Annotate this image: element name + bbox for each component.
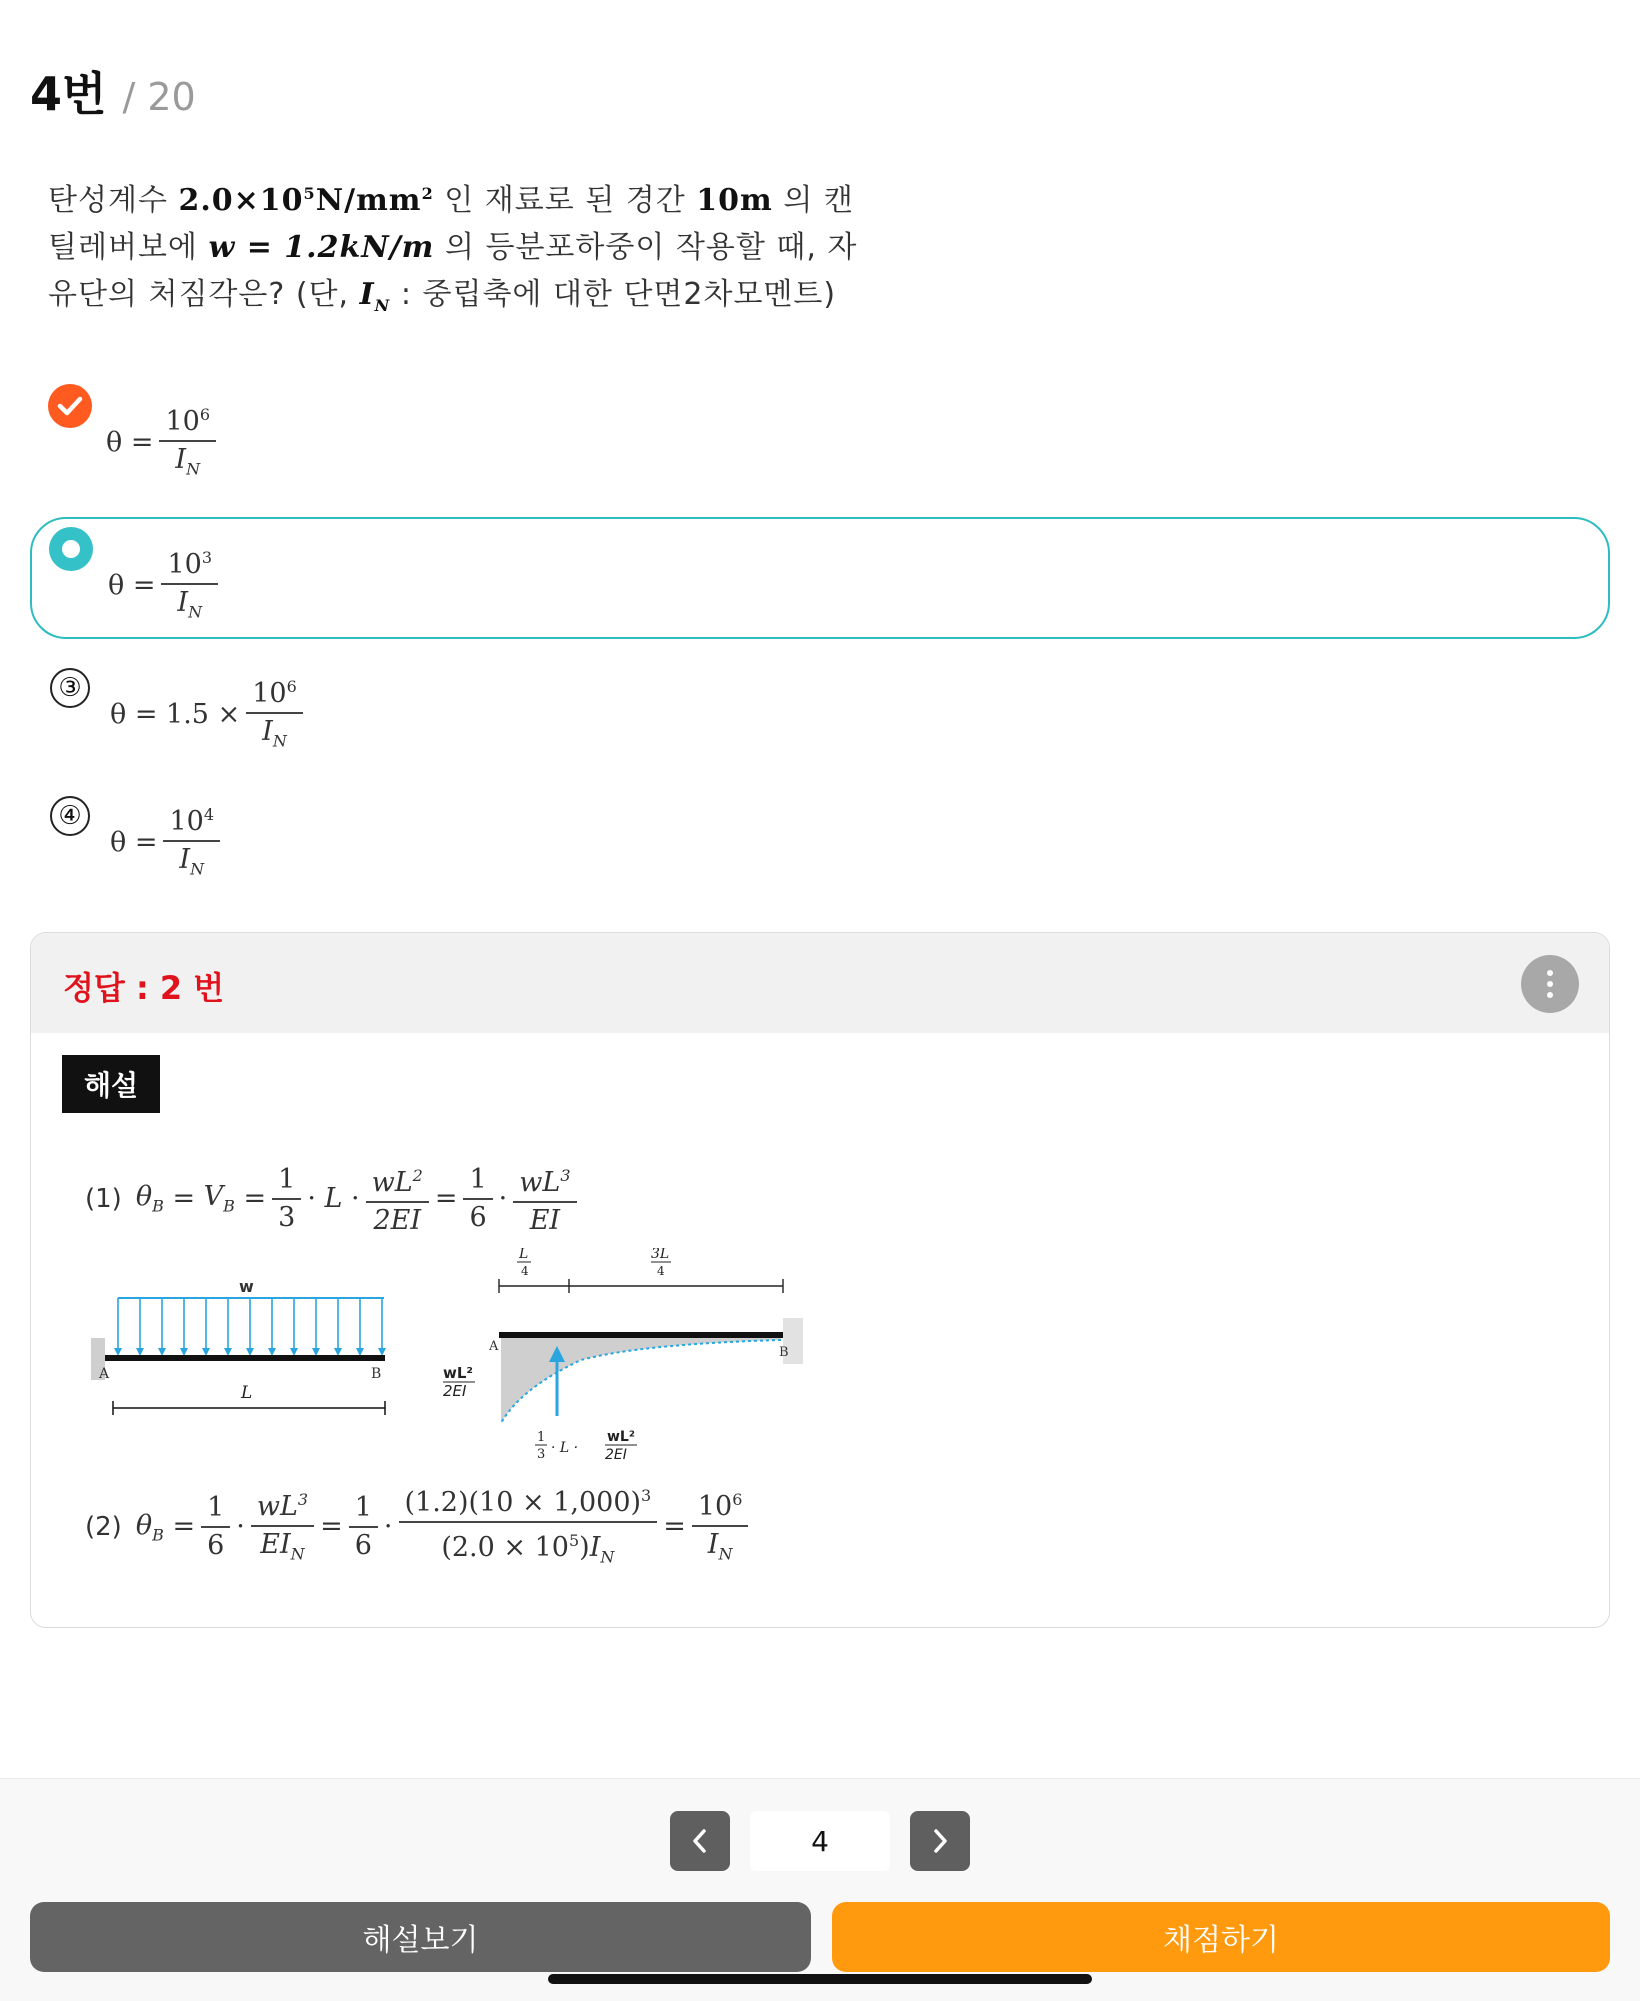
load-arrows	[118, 1298, 382, 1352]
choice-1-formula: θ = $\frac{10^6}{I_N}$	[106, 400, 222, 484]
moment-den: 2EI	[443, 1382, 467, 1400]
question-number: 4번	[30, 67, 107, 121]
beam-diagram	[81, 1248, 821, 1468]
area-num: wL²	[607, 1429, 635, 1445]
ring-icon	[49, 527, 93, 571]
prev-button[interactable]	[670, 1811, 730, 1871]
solution-step-2: (2) $\theta_B$ = 1 6 · $wL^3$ $EI_N$ = 1 6 · $(1.2)(10 \times 1,000)^3$ $(2.0 \times 10^5)I_N$ = $10^6$ $I_N$	[85, 1481, 754, 1572]
check-icon	[48, 384, 92, 428]
beam-left	[105, 1355, 385, 1361]
a-label-left: A	[99, 1366, 110, 1382]
chevron-left-icon	[689, 1827, 711, 1855]
three-quarter-label: 3L	[651, 1248, 670, 1262]
quarter-den: 4	[521, 1264, 529, 1278]
b-label-left: B	[371, 1366, 382, 1382]
question-text: 탄성계수 $2.0\times 10^5N/mm^2$ 인 재료로 된 경간 10m 의 캔틸레버보에 w = 1.2kN/m 의 등분포하중이 작용할 때, 자유단의 처짐각은? (단, $I_N$ : 중립축에 대한 단면2차모멘트)	[48, 183, 858, 315]
b-label-right: B	[779, 1345, 789, 1360]
chevron-right-icon	[929, 1827, 951, 1855]
area-mid: · L ·	[551, 1440, 579, 1456]
choice-2-formula: θ = $\frac{10^3}{I_N}$	[108, 543, 224, 627]
explanation-tag: 해설	[62, 1055, 160, 1113]
three-quarter-den: 4	[657, 1264, 665, 1278]
more-options-icon[interactable]	[1521, 955, 1579, 1013]
answer-panel	[30, 932, 1610, 1628]
choice-3-formula: θ = 1.5 × $\frac{10^6}{I_N}$	[110, 672, 309, 756]
beam-right	[499, 1332, 783, 1338]
answer-header	[31, 933, 1609, 1033]
choice-4-formula: θ = $\frac{10^4}{I_N}$	[110, 800, 226, 884]
page-number-input[interactable]: 4	[750, 1811, 890, 1871]
l-label: L	[241, 1383, 253, 1403]
circled-number-4: ④	[50, 796, 90, 836]
quarter-label: L	[519, 1248, 529, 1262]
home-indicator	[548, 1974, 1092, 1984]
choice-3[interactable]	[30, 664, 1610, 774]
a-label-right: A	[489, 1339, 499, 1354]
view-explanation-button[interactable]: 해설보기	[30, 1902, 811, 1972]
choice-1[interactable]	[30, 378, 1610, 488]
area-coef: 1	[537, 1430, 546, 1445]
solution-step-1: (1) $\theta_B$ = $V_B$ = 1 3 · L · $wL^2$ 2EI = 1 6 · $wL^3$ EI	[85, 1161, 583, 1236]
circled-number-3: ③	[50, 668, 90, 708]
question-total: / 20	[122, 75, 196, 119]
w-label: w	[239, 1277, 254, 1296]
grade-button[interactable]: 채점하기	[832, 1902, 1610, 1972]
correct-answer-label: 정답 : 2 번	[63, 969, 225, 1007]
bottom-bar	[0, 1778, 1640, 2001]
area-den: 2EI	[605, 1447, 627, 1463]
next-button[interactable]	[910, 1811, 970, 1871]
moment-num: wL²	[443, 1364, 473, 1382]
area-coef-den: 3	[537, 1447, 546, 1462]
choice-2[interactable]	[30, 517, 1610, 639]
question-header	[30, 58, 196, 124]
choice-4[interactable]	[30, 792, 1610, 902]
